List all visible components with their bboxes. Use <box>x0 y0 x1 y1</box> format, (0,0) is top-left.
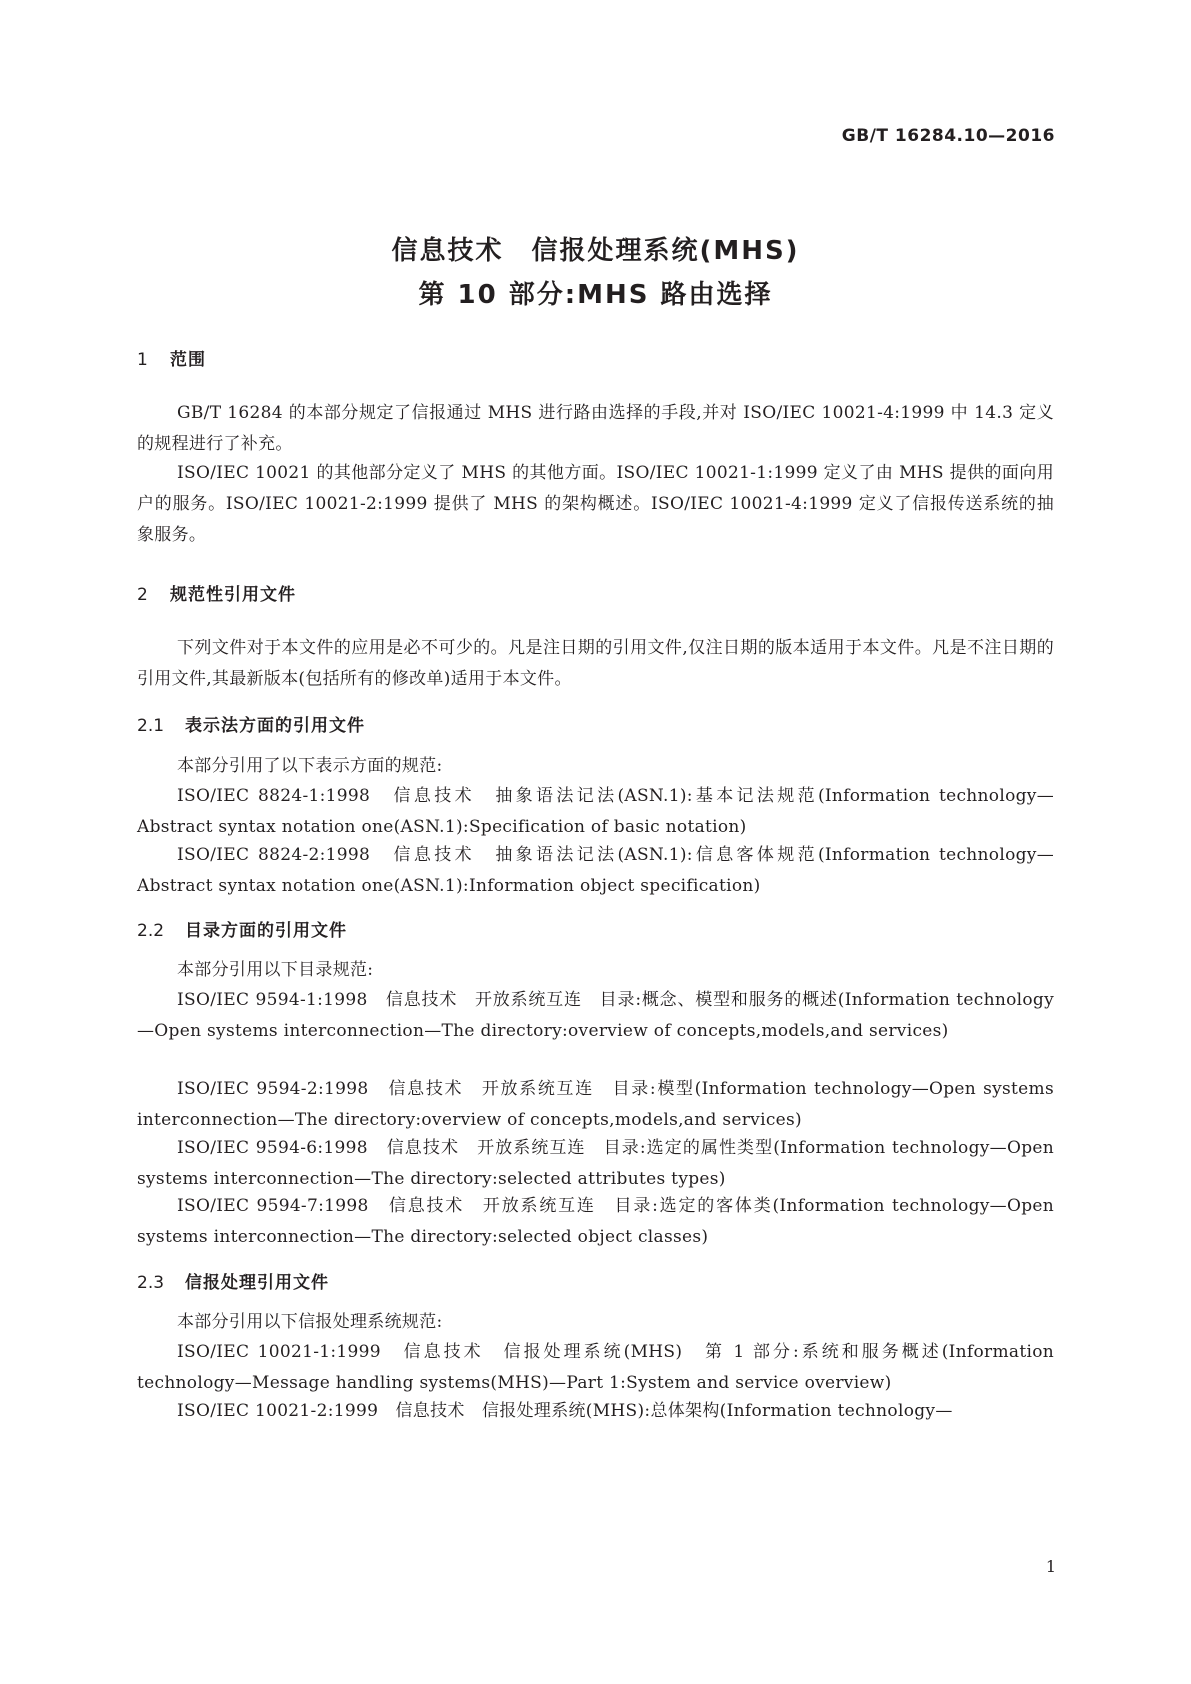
section-2-3-heading <box>137 1268 329 1293</box>
section-number: 2.3 <box>137 1273 165 1293</box>
reference-iso-9594-2: ISO/IEC 9594-2:1998 信息技术 开放系统互连 目录:模型(Information technology—Open systems interconnection—The directory:overview of concepts,models,and services) <box>137 1079 1054 1130</box>
reference-iso-9594-1: ISO/IEC 9594-1:1998 信息技术 开放系统互连 目录:概念、模型和服务的概述(Information technology—Open systems interconnection—The directory:overview of concepts,models,and services) <box>137 990 1054 1041</box>
section-1-paragraph-2: ISO/IEC 10021 的其他部分定义了 MHS 的其他方面。ISO/IEC 10021-1:1999 定义了由 MHS 提供的面向用户的服务。ISO/IEC 10021-2:1999 提供了 MHS 的架构概述。ISO/IEC 10021-4:1999 定义了信报传送系统的抽象服务。 <box>137 463 1054 545</box>
section-number: 2.2 <box>137 921 165 941</box>
section-title: 目录方面的引用文件 <box>185 921 347 941</box>
section-title: 范围 <box>170 350 206 370</box>
section-number: 2.1 <box>137 716 165 736</box>
document-title-line2: 第 10 部分:MHS 路由选择 <box>418 280 773 310</box>
section-1-paragraph-1: GB/T 16284 的本部分规定了信报通过 MHS 进行路由选择的手段,并对 ISO/IEC 10021-4:1999 中 14.3 定义的规程进行了补充。 <box>137 403 1054 454</box>
section-number: 2 <box>137 585 148 605</box>
document-title-line1: 信息技术 信报处理系统(MHS) <box>391 236 800 266</box>
reference-iso-9594-7: ISO/IEC 9594-7:1998 信息技术 开放系统互连 目录:选定的客体类(Information technology—Open systems interconnection—The directory:selected object classes) <box>137 1196 1054 1247</box>
reference-iso-8824-1: ISO/IEC 8824-1:1998 信息技术 抽象语法记法(ASN.1):基本记法规范(Information technology—Abstract syntax notation one(ASN.1):Specification of basic notation) <box>137 786 1054 837</box>
section-2-paragraph-1: 下列文件对于本文件的应用是必不可少的。凡是注日期的引用文件,仅注日期的版本适用于本文件。凡是不注日期的引用文件,其最新版本(包括所有的修改单)适用于本文件。 <box>137 638 1054 689</box>
section-title: 信报处理引用文件 <box>185 1273 329 1293</box>
section-number: 1 <box>137 350 148 370</box>
reference-iso-10021-2: ISO/IEC 10021-2:1999 信息技术 信报处理系统(MHS):总体架构(Information technology— <box>177 1401 953 1421</box>
standard-number: GB/T 16284.10—2016 <box>841 126 1055 146</box>
reference-iso-8824-2: ISO/IEC 8824-2:1998 信息技术 抽象语法记法(ASN.1):信息客体规范(Information technology—Abstract syntax notation one(ASN.1):Information object specification) <box>137 845 1054 896</box>
section-2-3-intro: 本部分引用以下信报处理系统规范: <box>177 1312 443 1332</box>
page-number: 1 <box>1045 1557 1056 1576</box>
reference-iso-9594-6: ISO/IEC 9594-6:1998 信息技术 开放系统互连 目录:选定的属性类型(Information technology—Open systems interconnection—The directory:selected attributes types) <box>137 1138 1054 1189</box>
section-2-1-heading <box>137 711 365 736</box>
section-2-1-intro: 本部分引用了以下表示方面的规范: <box>177 756 443 776</box>
section-2-2-heading <box>137 916 347 941</box>
section-title: 规范性引用文件 <box>170 585 296 605</box>
section-title: 表示法方面的引用文件 <box>185 716 365 736</box>
reference-iso-10021-1: ISO/IEC 10021-1:1999 信息技术 信报处理系统(MHS) 第 1 部分:系统和服务概述(Information technology—Message handling systems(MHS)—Part 1:System and service overview) <box>137 1342 1054 1393</box>
section-2-2-intro: 本部分引用以下目录规范: <box>177 960 374 980</box>
section-2-heading <box>137 580 296 605</box>
section-1-heading <box>137 345 206 370</box>
